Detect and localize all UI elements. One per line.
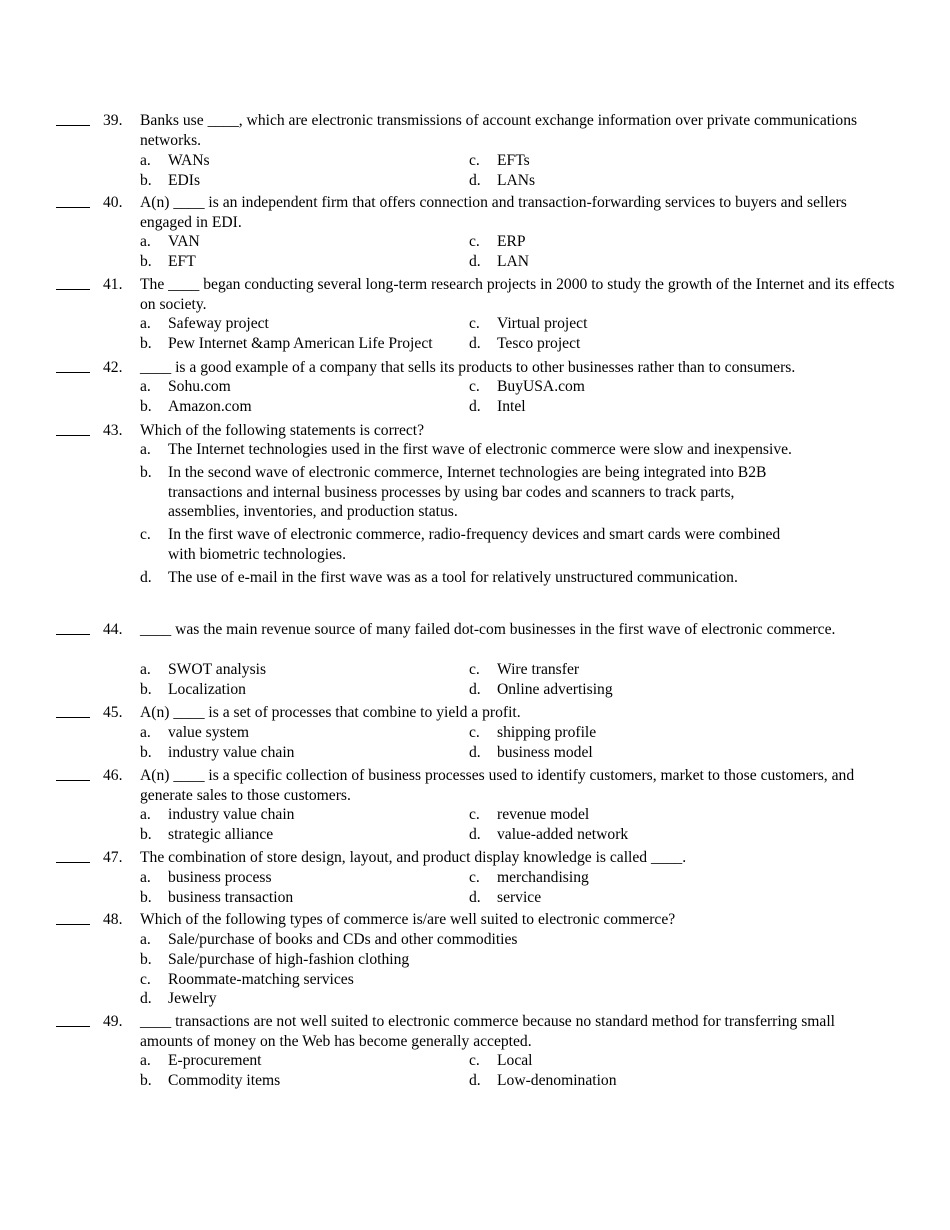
answer-blank[interactable] xyxy=(56,924,90,925)
option-a: a. The Internet technologies used in the first wave of electronic commerce were slow and inexpensive. xyxy=(140,441,792,458)
answer-blank[interactable] xyxy=(56,372,90,373)
question-number: 43. xyxy=(103,422,123,439)
answer-blank[interactable] xyxy=(56,1026,90,1027)
question-number: 40. xyxy=(103,194,123,211)
answer-blank[interactable] xyxy=(56,717,90,718)
question-number: 44. xyxy=(103,621,123,638)
option-c: c. In the first wave of electronic commerce, radio-frequency devices and smart cards were combined with biometric technologies. xyxy=(140,526,781,563)
question-number: 39. xyxy=(103,112,123,129)
options xyxy=(140,440,800,588)
answer-blank[interactable] xyxy=(56,634,90,635)
answer-blank[interactable] xyxy=(56,435,90,436)
question-stem: Banks use ____, which are electronic transmissions of account exchange information over private communications networks. xyxy=(140,112,858,149)
question-stem: ____ is a good example of a company that sells its products to other businesses rather than to consumers. xyxy=(140,359,796,376)
question-number: 41. xyxy=(103,276,123,293)
question-stem: Which of the following statements is correct? xyxy=(140,422,425,439)
question-stem: A(n) ____ is a specific collection of business processes used to identify customers, market to those customers, and generate sales to those customers. xyxy=(140,767,855,804)
answer-blank[interactable] xyxy=(56,289,90,290)
question-stem: Which of the following types of commerce is/are well suited to electronic commerce? xyxy=(140,911,676,928)
option-d: d. The use of e-mail in the first wave was as a tool for relatively unstructured communication. xyxy=(140,568,738,586)
question-number: 45. xyxy=(103,704,123,721)
exam-page: 39. Banks use ____, which are electronic transmissions of account exchange information over private communications networks. a. WANs b. EDIs c. EFTs d. LANs 40. A(n) ____ is an independent firm that offers connection and transaction-forwarding services to buyers and sellers engaged in EDI. a. VAN b. EFT c. ERP d. LAN 41. The ____ began conducting several long-term research projects in 2000 to study the growth of the Internet and its effects on society. a. Safeway project b. Pew Internet &amp American Life Project c. Virtual project d. Tesco project 42. ____ is a good example of a company that sells its products to other businesses rather than to consumers. a. Sohu.com b. Amazon.com c. BuyUSA.com d. Intel 43. Which of the following statements is correct? a. The Internet technologies used in the first wave of electronic commerce were slow and inexpensive. b. In the second wave of electronic commerce, Internet technologies are being integrated into B2B transactions and internal business processes by using bar codes and scanners to track parts, assemblies, inventories, and production status. c. In the first wave of electronic commerce, radio-frequency devices and smart cards were combined with biometric technologies. d. The use of e-mail in the first wave was as a tool for relatively unstructured communication. 44. ____ was the main revenue source of many failed dot-com businesses in the first wave of electronic commerce. a. SWOT analysis b. Localization c. Wire transfer d. Online advertising 45. A(n) ____ is a set of processes that combine to yield a profit. a. value system b. industry value chain c. shipping profile d. business model 46. A(n) ____ is a specific collection of business processes used to identify customers, market to those customers, and generate sales to those customers. a. industry value chain b. strategic alliance c. revenue model d. value-added network 47. The combination of store design, layout, and product display knowledge is called ____. a. business process b. business transaction c. merchandising d. service 48. Which of the following types of commerce is/are well suited to electronic commerce? a. Sale/purchase of books and CDs and other commodities b. Sale/purchase of high-fashion clothing c. Roommate-matching services d. Jewelry 49. ____ transactions are not well suited to electronic commerce because no standard method for transferring small amounts of money on the Web has become generally accepted. a. E-procurement b. Commodity items c. Local d. Low-denomination xyxy=(0,0,950,1230)
answer-blank[interactable] xyxy=(56,125,90,126)
question-number: 49. xyxy=(103,1013,123,1030)
question-stem: The ____ began conducting several long-term research projects in 2000 to study the growth of the Internet and its effects on society. xyxy=(140,276,895,313)
question-stem: A(n) ____ is an independent firm that offers connection and transaction-forwarding services to buyers and sellers engaged in EDI. xyxy=(140,194,847,231)
question-stem: The combination of store design, layout, and product display knowledge is called ____. xyxy=(140,849,687,866)
question-number: 42. xyxy=(103,359,123,376)
question-number: 46. xyxy=(103,767,123,784)
question-stem: ____ was the main revenue source of many failed dot-com businesses in the first wave of electronic commerce. xyxy=(140,621,836,638)
question-number: 47. xyxy=(103,849,123,866)
answer-blank[interactable] xyxy=(56,207,90,208)
answer-blank[interactable] xyxy=(56,862,90,863)
question-stem: A(n) ____ is a set of processes that combine to yield a profit. xyxy=(140,704,521,721)
option-b: b. In the second wave of electronic commerce, Internet technologies are being integrated into B2B transactions and internal business processes by using bar codes and scanners to track parts, assemblies, inventories, and production status. xyxy=(140,463,767,521)
question-stem: ____ transactions are not well suited to electronic commerce because no standard method for transferring small amounts of money on the Web has become generally accepted. xyxy=(140,1013,835,1050)
answer-blank[interactable] xyxy=(56,780,90,781)
question-number: 48. xyxy=(103,911,123,928)
